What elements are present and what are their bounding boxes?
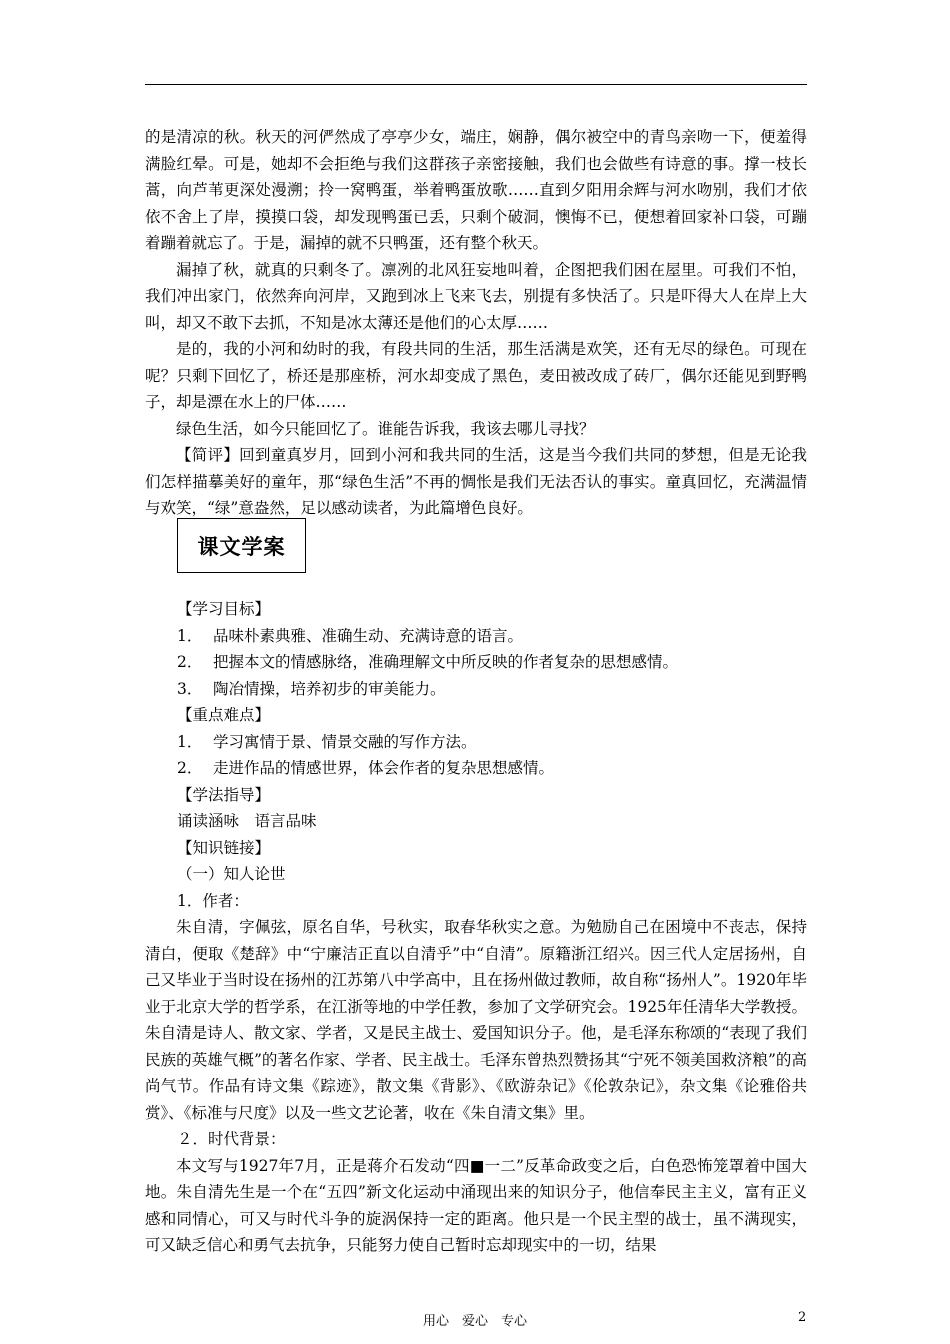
key-item <box>145 755 807 782</box>
key-heading: 【重点难点】 <box>177 706 271 724</box>
background-paragraph: 本文写与1927年7月，正是蒋介石发动“四■一二”反革命政变之后，白色恐怖笼罩着中国大地。朱自清先生是一个在“五四”新文化运动中涌现出来的知识分子，他信奉民主主义，富有正义感和同情心，可又与时代斗争的旋涡保持一定的距离。他只是一个民主型的战士，虽不满现实，可又缺乏信心和勇气去抗争，只能努力使自己暂时忘却现实中的一切，结果 <box>145 1156 807 1254</box>
section-title: 课文学案 <box>197 534 286 559</box>
essay-paragraph: 绿色生活，如今只能回忆了。谁能告诉我，我该去哪儿寻找？ <box>176 419 595 438</box>
essay-paragraph: 的是清凉的秋。秋天的河俨然成了亭亭少女，端庄，娴静，偶尔被空中的青鸟亲吻一下，便羞得满脸红晕。可是，她却不会拒绝与我们这群孩子亲密接触，我们也会做些有诗意的事。撑一枝长蒿，向芦苇更深处漫溯；拎一窝鸭蛋，举着鸭蛋放歌……直到夕阳用余辉与河水吻别，我们才依依不舍上了岸，摸摸口袋，却发现鸭蛋已丢，只剩个破洞，懊悔不已，便想着回家补口袋，可蹦着蹦着就忘了。于是，漏掉的就不只鸭蛋，还有整个秋天。 <box>145 128 807 252</box>
method-heading: 【学法指导】 <box>177 785 271 804</box>
key-text: 学习寓情于景、情景交融的写作方法。 <box>213 732 477 751</box>
author-label: 1．作者： <box>177 891 249 910</box>
goal-text: 陶冶情操，培养初步的审美能力。 <box>213 679 446 698</box>
goal-text: 品味朴素典雅、准确生动、充满诗意的语言。 <box>213 626 524 645</box>
key-number: 1． <box>177 732 203 751</box>
essay-paragraph: 是的，我的小河和幼时的我，有段共同的生活，那生活满是欢笑，还有无尽的绿色。可现在呢？只剩下回忆了，桥还是那座桥，河水却变成了黑色，麦田被改成了砖厂，偶尔还能见到野鸭子，却是漂在水上的尸体…… <box>145 340 807 411</box>
footer-motto: 用心 爱心 专心 <box>422 1314 527 1329</box>
goal-item <box>145 623 807 650</box>
header-rule <box>145 84 807 85</box>
link-heading: 【知识链接】 <box>177 838 271 857</box>
essay-comment: 【简评】回到童真岁月，回到小河和我共同的生活，这是当今我们共同的梦想，但是无论我们怎样描摹美好的童年，那“绿色生活”不再的惆怅是我们无法否认的事实。童真回忆，充满温情与欢笑，“绿”意盎然，足以感动读者，为此篇增色良好。 <box>145 446 807 517</box>
study-plan <box>145 596 807 1259</box>
author-paragraph: 朱自清，字佩弦，原名自华，号秋实，取春华秋实之意。为勉励自己在困境中不丧志，保持清白，便取《楚辞》中“宁廉洁正直以自清乎”中“自清”。原籍浙江绍兴。因三代人定居扬州，自己又毕业于当时设在扬州的江苏第八中学高中，且在扬州做过教师，故自称“扬州人”。1920年毕业于北京大学的哲学系，在江浙等地的中学任教，参加了文学研究会。1925年任清华大学教授。朱自清是诗人、散文家、学者，又是民主战士、爱国知识分子。他，是毛泽东称颂的“表现了我们民族的英雄气概”的著名作家、学者、民主战士。毛泽东曾热烈赞扬其“宁死不领美国救济粮”的高尚气节。作品有诗文集《踪迹》，散文集《背影》、《欧游杂记》《伦敦杂记》，杂文集《论雅俗共赏》、《标准与尺度》以及一些文艺论著，收在《朱自清文集》里。 <box>145 918 807 1122</box>
subsection-heading: （一）知人论世 <box>177 865 286 883</box>
essay-paragraph: 漏掉了秋，就真的只剩冬了。凛冽的北风狂妄地叫着，企图把我们困在屋里。可我们不怕，我们冲出家门，依然奔向河岸，又跑到冰上飞来飞去，别提有多快活了。只是吓得大人在岸上大叫，却又不敢下去抓，不知是冰太薄还是他们的心太厚…… <box>145 260 807 332</box>
method-text: 诵读涵咏 语言品味 <box>177 812 317 830</box>
goal-item <box>145 676 807 703</box>
goals-heading: 【学习目标】 <box>177 600 271 618</box>
goal-number: 3． <box>177 679 203 698</box>
goal-text: 把握本文的情感脉络，准确理解文中所反映的作者复杂的思想感情。 <box>213 653 679 671</box>
goal-item <box>145 649 807 676</box>
section-title-box <box>177 518 306 573</box>
goal-number: 2． <box>177 653 203 671</box>
key-number: 2． <box>177 759 203 777</box>
key-text: 走进作品的情感世界，体会作者的复杂思想感情。 <box>213 759 555 777</box>
goal-number: 1． <box>177 626 203 645</box>
page-number: 2 <box>798 1310 807 1325</box>
background-label: ２．时代背景： <box>177 1130 286 1148</box>
key-item <box>145 729 807 756</box>
essay-section <box>145 124 807 522</box>
